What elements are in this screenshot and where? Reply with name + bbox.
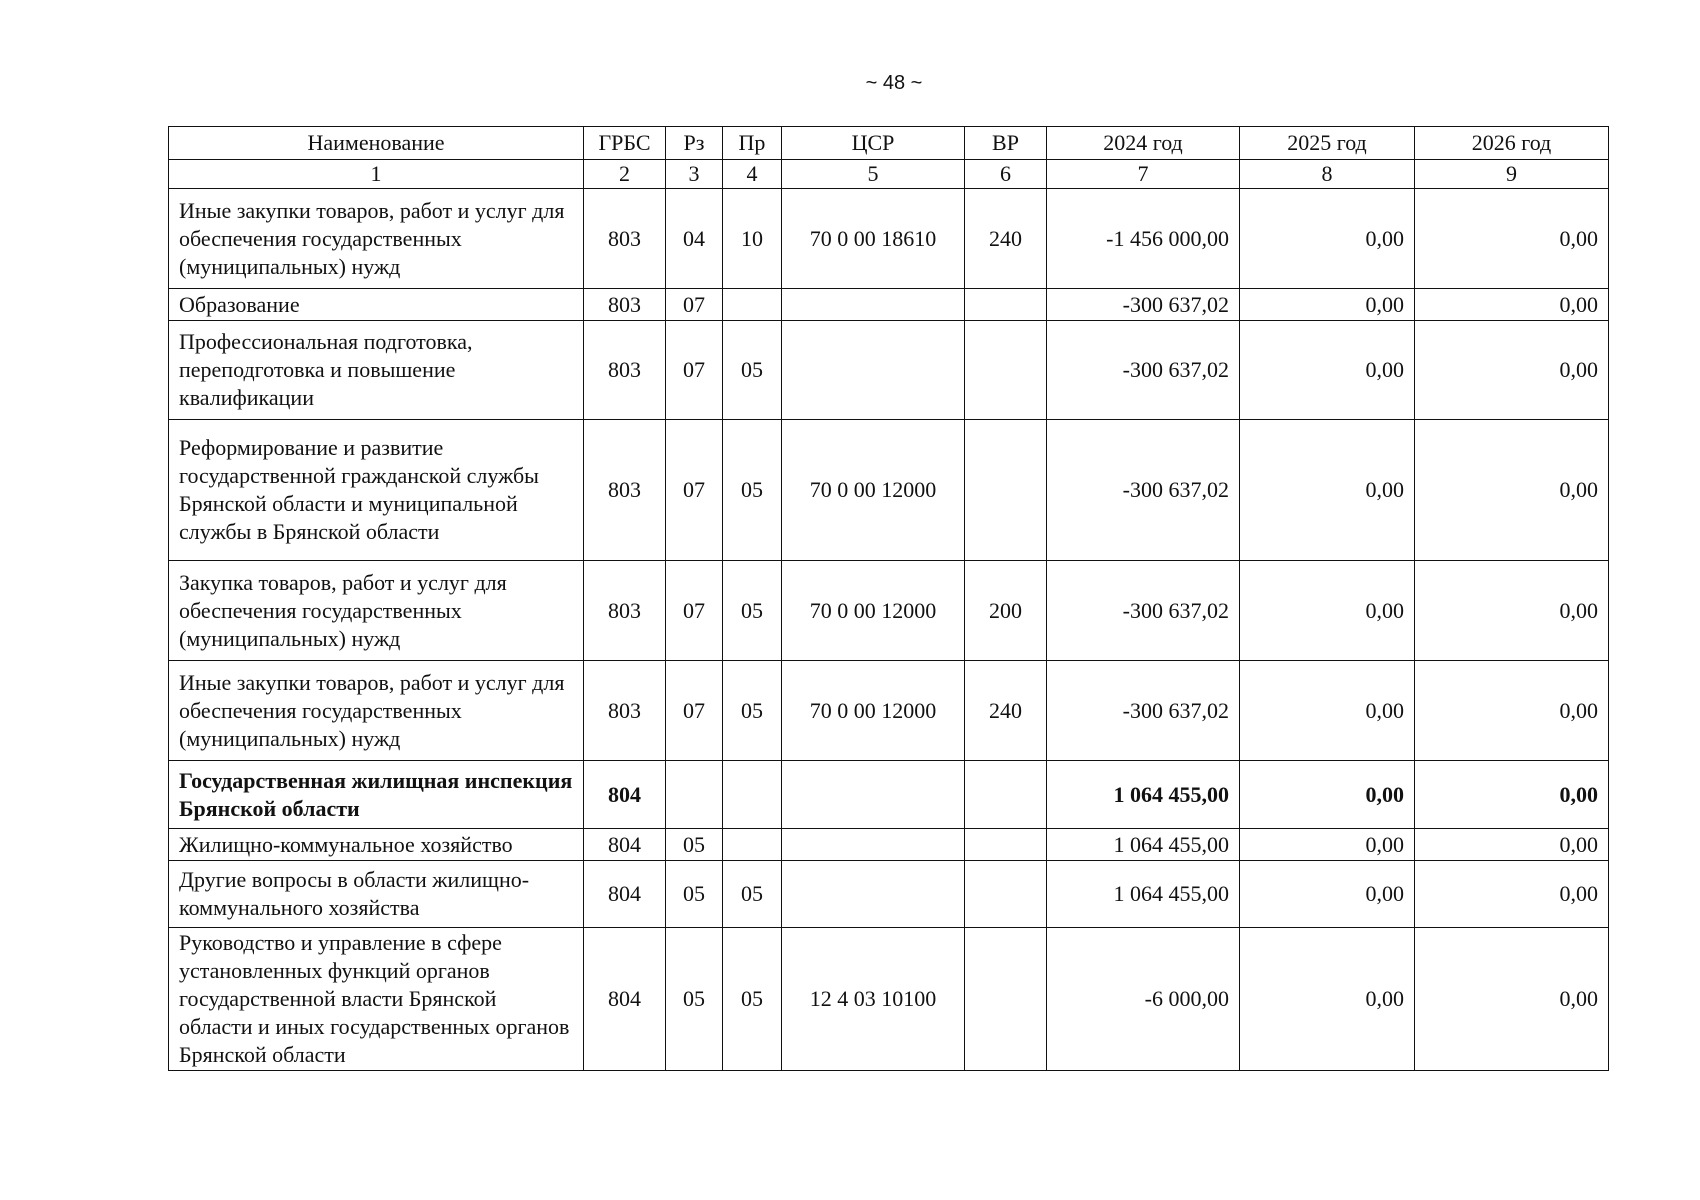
cell-name: Жилищно-коммунальное хозяйство: [169, 829, 584, 861]
table-body: [169, 189, 1609, 1071]
table-row: [169, 189, 1609, 289]
cell-rz: 05: [666, 861, 723, 928]
cell-csr: [782, 861, 965, 928]
cell-grbs: 804: [584, 761, 666, 829]
cell-name: Реформирование и развитие государственной гражданской службы Брянской области и муниципальной службы в Брянской области: [169, 420, 584, 561]
cell-pr: 10: [723, 189, 782, 289]
cell-2026: 0,00: [1415, 189, 1609, 289]
cell-vr: [965, 829, 1047, 861]
page-number: ~ 48 ~: [865, 72, 923, 94]
cell-grbs: 803: [584, 289, 666, 321]
cell-grbs: 804: [584, 928, 666, 1071]
header-pr: Пр: [723, 127, 782, 160]
cell-2024: -300 637,02: [1047, 661, 1240, 761]
header-rz: Рз: [666, 127, 723, 160]
cell-2026: 0,00: [1415, 321, 1609, 420]
header-number: 3: [666, 160, 723, 189]
cell-rz: 05: [666, 928, 723, 1071]
cell-csr: 70 0 00 12000: [782, 561, 965, 661]
header-2026: 2026 год: [1415, 127, 1609, 160]
cell-csr: [782, 829, 965, 861]
cell-csr: [782, 761, 965, 829]
cell-2024: -300 637,02: [1047, 289, 1240, 321]
table-row: [169, 661, 1609, 761]
cell-vr: [965, 420, 1047, 561]
table-row: [169, 829, 1609, 861]
cell-rz: 05: [666, 829, 723, 861]
header-csr: ЦСР: [782, 127, 965, 160]
cell-csr: [782, 321, 965, 420]
cell-2025: 0,00: [1240, 761, 1415, 829]
cell-name: Профессиональная подготовка, переподготовка и повышение квалификации: [169, 321, 584, 420]
cell-pr: [723, 829, 782, 861]
cell-vr: 200: [965, 561, 1047, 661]
cell-2024: -300 637,02: [1047, 420, 1240, 561]
table-row: [169, 761, 1609, 829]
cell-csr: 70 0 00 18610: [782, 189, 965, 289]
header-number: 2: [584, 160, 666, 189]
header-name: Наименование: [169, 127, 584, 160]
cell-2025: 0,00: [1240, 189, 1415, 289]
cell-grbs: 803: [584, 420, 666, 561]
cell-2026: 0,00: [1415, 761, 1609, 829]
table-row: [169, 861, 1609, 928]
cell-grbs: 803: [584, 189, 666, 289]
cell-2026: 0,00: [1415, 289, 1609, 321]
cell-2026: 0,00: [1415, 928, 1609, 1071]
cell-rz: 07: [666, 420, 723, 561]
cell-csr: 70 0 00 12000: [782, 420, 965, 561]
cell-2026: 0,00: [1415, 861, 1609, 928]
cell-pr: 05: [723, 661, 782, 761]
table-row: [169, 928, 1609, 1071]
cell-pr: 05: [723, 928, 782, 1071]
cell-csr: 70 0 00 12000: [782, 661, 965, 761]
cell-pr: [723, 289, 782, 321]
header-number: 8: [1240, 160, 1415, 189]
header-number: 9: [1415, 160, 1609, 189]
cell-grbs: 803: [584, 561, 666, 661]
header-number: 7: [1047, 160, 1240, 189]
cell-rz: [666, 761, 723, 829]
cell-2024: 1 064 455,00: [1047, 761, 1240, 829]
cell-2025: 0,00: [1240, 928, 1415, 1071]
cell-2025: 0,00: [1240, 420, 1415, 561]
header-number: 6: [965, 160, 1047, 189]
cell-2026: 0,00: [1415, 561, 1609, 661]
budget-table: [168, 126, 1609, 1071]
cell-name: Образование: [169, 289, 584, 321]
cell-2025: 0,00: [1240, 289, 1415, 321]
header-number: 5: [782, 160, 965, 189]
cell-grbs: 803: [584, 321, 666, 420]
cell-vr: [965, 289, 1047, 321]
cell-2025: 0,00: [1240, 829, 1415, 861]
header-grbs: ГРБС: [584, 127, 666, 160]
cell-name: Государственная жилищная инспекция Брянской области: [169, 761, 584, 829]
cell-rz: 07: [666, 661, 723, 761]
cell-pr: 05: [723, 420, 782, 561]
cell-csr: 12 4 03 10100: [782, 928, 965, 1071]
cell-name: Другие вопросы в области жилищно-коммунального хозяйства: [169, 861, 584, 928]
cell-rz: 07: [666, 321, 723, 420]
cell-name: Иные закупки товаров, работ и услуг для обеспечения государственных (муниципальных) нужд: [169, 189, 584, 289]
cell-pr: 05: [723, 861, 782, 928]
cell-2024: 1 064 455,00: [1047, 829, 1240, 861]
header-2025: 2025 год: [1240, 127, 1415, 160]
cell-pr: 05: [723, 561, 782, 661]
cell-name: Руководство и управление в сфере установленных функций органов государственной власти Брянской области и иных государственных органов Брянской области: [169, 928, 584, 1071]
cell-grbs: 803: [584, 661, 666, 761]
cell-2024: -1 456 000,00: [1047, 189, 1240, 289]
cell-2025: 0,00: [1240, 321, 1415, 420]
header-number: 1: [169, 160, 584, 189]
cell-vr: [965, 861, 1047, 928]
cell-2024: -300 637,02: [1047, 561, 1240, 661]
cell-rz: 07: [666, 289, 723, 321]
cell-name: Иные закупки товаров, работ и услуг для обеспечения государственных (муниципальных) нужд: [169, 661, 584, 761]
cell-2025: 0,00: [1240, 661, 1415, 761]
cell-rz: 07: [666, 561, 723, 661]
cell-grbs: 804: [584, 861, 666, 928]
cell-2026: 0,00: [1415, 829, 1609, 861]
cell-2024: 1 064 455,00: [1047, 861, 1240, 928]
cell-2024: -300 637,02: [1047, 321, 1240, 420]
cell-pr: 05: [723, 321, 782, 420]
cell-grbs: 804: [584, 829, 666, 861]
cell-vr: [965, 928, 1047, 1071]
cell-2026: 0,00: [1415, 661, 1609, 761]
cell-vr: [965, 761, 1047, 829]
table-row: [169, 561, 1609, 661]
cell-vr: 240: [965, 661, 1047, 761]
table-row: [169, 321, 1609, 420]
cell-2025: 0,00: [1240, 861, 1415, 928]
table-row: [169, 420, 1609, 561]
cell-vr: [965, 321, 1047, 420]
cell-csr: [782, 289, 965, 321]
header-vr: ВР: [965, 127, 1047, 160]
header-2024: 2024 год: [1047, 127, 1240, 160]
header-row: [169, 127, 1609, 160]
header-number: 4: [723, 160, 782, 189]
cell-2025: 0,00: [1240, 561, 1415, 661]
table-row: [169, 289, 1609, 321]
cell-vr: 240: [965, 189, 1047, 289]
cell-2026: 0,00: [1415, 420, 1609, 561]
cell-2024: -6 000,00: [1047, 928, 1240, 1071]
cell-rz: 04: [666, 189, 723, 289]
header-number-row: [169, 160, 1609, 189]
cell-pr: [723, 761, 782, 829]
cell-name: Закупка товаров, работ и услуг для обеспечения государственных (муниципальных) нужд: [169, 561, 584, 661]
